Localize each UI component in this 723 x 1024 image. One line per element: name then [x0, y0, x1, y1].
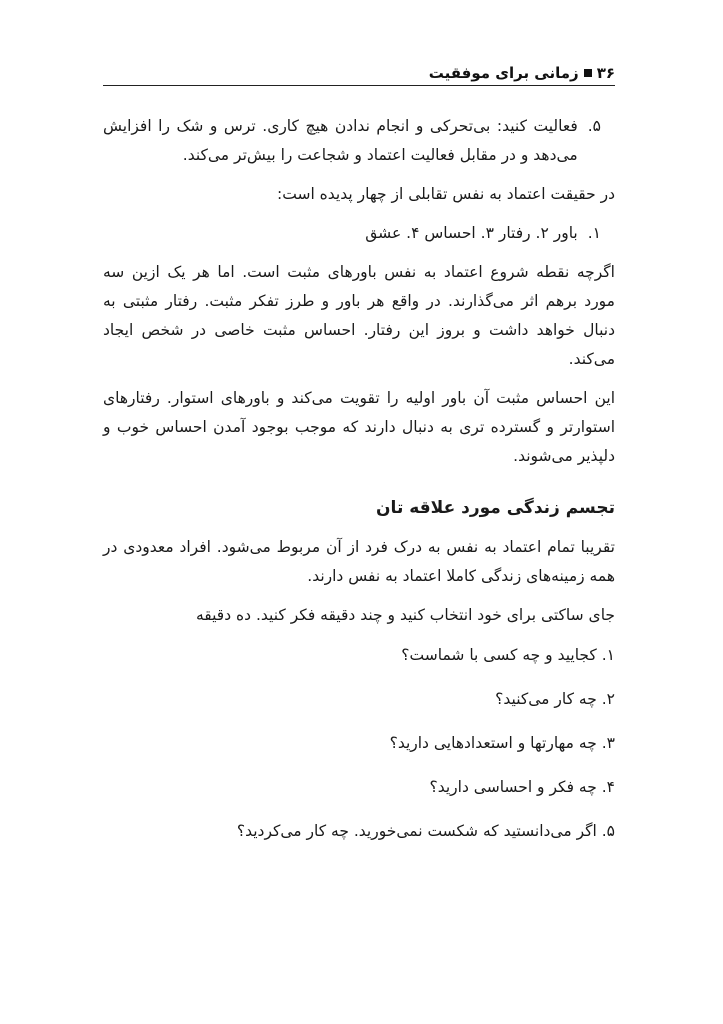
section-heading: تجسم زندگی مورد علاقه تان [376, 498, 615, 518]
phenomena-list [103, 219, 615, 248]
book-title: زمانی برای موفقیت [428, 64, 579, 82]
list-item-text: فعالیت کنید: بی‌تحرکی و انجام ندادن هیچ کاری. ترس و شک را افزایش می‌دهد و در مقابل فعالیت اعتماد و شجاعت را بیش‌تر می‌کند. [103, 117, 578, 164]
page-number: ۳۶ [596, 64, 615, 82]
running-head [429, 64, 615, 82]
list-item [103, 112, 615, 170]
question-list [103, 640, 615, 846]
paragraph: اگرچه نقطه شروع اعتماد به نفس باورهای مثبت است. اما هر یک ازین سه مورد برهم اثر می‌گذارند. در واقع هر باور و طرز تفکر مثبت. رفتار مثبتی به دنبال خواهد داشت و بروز این رفتار. احساس مثبت خاصی در شخص ایجاد می‌کند. [103, 263, 615, 368]
page-header [103, 52, 615, 86]
question-item: ۵. اگر می‌دانستید که شکست نمی‌خورید. چه کار می‌کردید؟ [236, 822, 615, 840]
list-item-number: ۱. [587, 224, 601, 242]
question-item: ۲. چه کار می‌کنید؟ [495, 690, 615, 708]
list-item-text: باور ۲. رفتار ۳. احساس ۴. عشق [365, 224, 578, 242]
question-item: ۱. کجایید و چه کسی با شماست؟ [401, 646, 615, 664]
intro-sentence: در حقیقت اعتماد به نفس تقابلی از چهار پدیده است: [277, 185, 615, 203]
paragraph: تقریبا تمام اعتماد به نفس به درک فرد از آن مربوط می‌شود. افراد معدودی در همه زمینه‌های زندگی کاملا اعتماد به نفس دارند. [103, 538, 615, 585]
paragraph: جای ساکتی برای خود انتخاب کنید و چند دقیقه فکر کنید. ده دقیقه [195, 606, 615, 624]
square-bullet-icon [584, 69, 592, 77]
paragraph: این احساس مثبت آن باور اولیه را تقویت می‌کند و باورهای استوار. رفتارهای استوارتر و گسترده تری به دنبال دارند که موجب بوجود آمدن احساس خوب و دلپذیر می‌شوند. [103, 389, 615, 465]
question-item: ۴. چه فکر و احساسی دارید؟ [429, 778, 615, 796]
list-item-number: ۵. [587, 117, 601, 135]
question-item: ۳. چه مهارتها و استعدادهایی دارید؟ [389, 734, 615, 752]
page-body [103, 112, 615, 860]
